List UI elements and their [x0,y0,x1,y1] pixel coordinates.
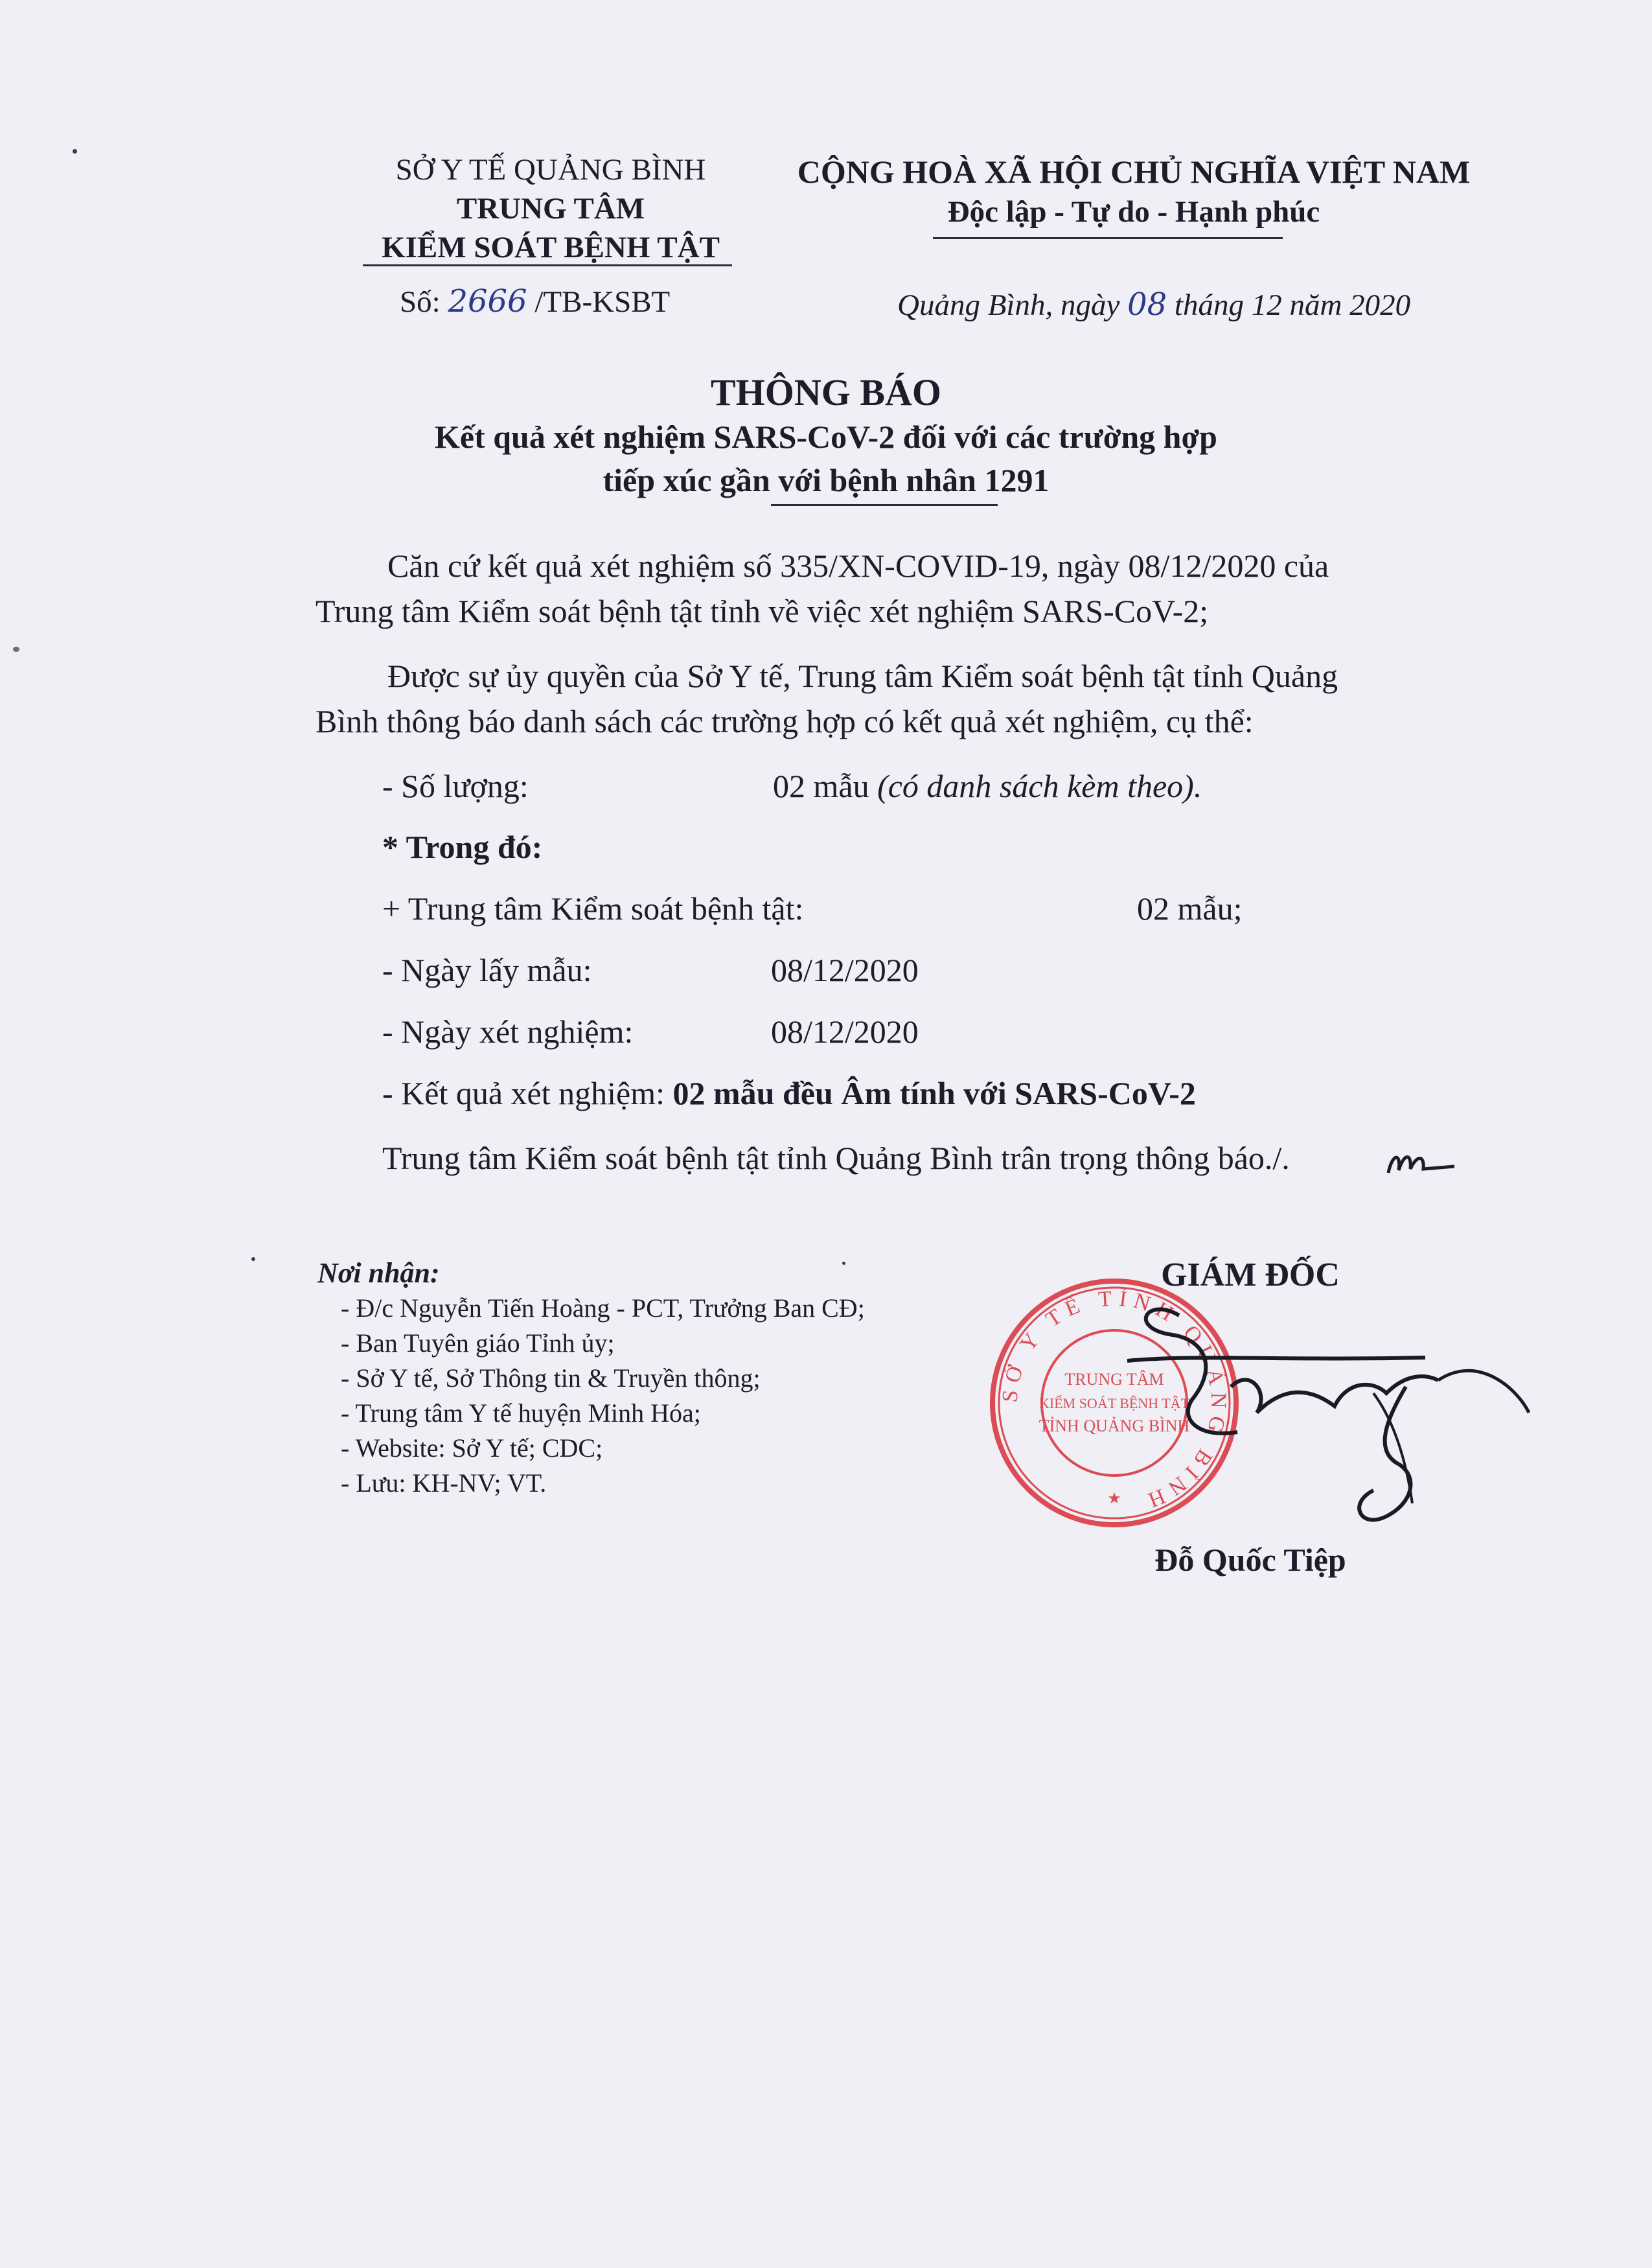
stamp-line1: TRUNG TÂM [1064,1370,1164,1389]
recipient-item: - Trung tâm Y tế huyện Minh Hóa; [341,1398,701,1428]
recipient-item: - Đ/c Nguyễn Tiến Hoàng - PCT, Trưởng Ban CĐ; [341,1293,865,1323]
signer-name: Đỗ Quốc Tiệp [1154,1542,1346,1578]
sample-date-label: - Ngày lấy mẫu: [382,952,592,988]
initials-mark [1383,1140,1461,1186]
recipients-block [317,1256,865,1501]
quantity-number: 02 mẫu [773,768,869,804]
document-title: THÔNG BÁO [710,371,942,413]
recipients-title: Nơi nhận: [317,1257,440,1289]
scan-speck [73,149,77,154]
para2-line2: Bình thông báo danh sách các trường hợp có kết quả xét nghiệm, cụ thể: [315,703,1254,739]
recipient-item: - Ban Tuyên giáo Tỉnh ủy; [341,1328,615,1358]
document-subtitle-2: tiếp xúc gần với bệnh nhân 1291 [602,462,1050,498]
number-handwritten: 2666 [448,283,527,319]
center-value: 02 mẫu; [1137,890,1243,927]
date-prefix: Quảng Bình, ngày [897,288,1120,322]
recipient-item: - Sở Y tế, Sở Thông tin & Truyền thông; [341,1363,761,1393]
stamp-line3: TỈNH QUẢNG BÌNH [1038,1417,1190,1435]
para1-line1: Căn cứ kết quả xét nghiệm số 335/XN-COVID-19, ngày 08/12/2020 của [387,548,1329,584]
test-date-label: - Ngày xét nghiệm: [382,1013,634,1050]
recipient-item: - Website: Sở Y tế; CDC; [341,1433,603,1463]
closing-line: Trung tâm Kiểm soát bệnh tật tỉnh Quảng Bình trân trọng thông báo./. [382,1140,1290,1176]
result-value: 02 mẫu đều Âm tính với SARS-CoV-2 [672,1075,1196,1111]
result-label: - Kết quả xét nghiệm: [382,1075,665,1111]
issuer-dept: SỞ Y TẾ QUẢNG BÌNH [395,153,706,187]
issuer-center-line2: KIỂM SOÁT BỆNH TẬT [382,231,720,264]
signature-scribble [1101,1290,1555,1562]
stamp-line2: KIỂM SOÁT BỆNH TẬT [1038,1395,1190,1411]
motto-underline [933,237,1283,239]
stamp-star-icon: ★ [1107,1490,1121,1507]
nation-motto: Độc lập - Tự do - Hạnh phúc [947,195,1320,229]
number-prefix: Số: [400,285,441,319]
issue-date [897,285,1410,325]
para1-line2: Trung tâm Kiểm soát bệnh tật tỉnh về việc xét nghiệm SARS-CoV-2; [315,593,1209,629]
para2-line1: Được sự ủy quyền của Sở Y tế, Trung tâm Kiểm soát bệnh tật tỉnh Quảng [387,658,1338,694]
quantity-note: (có danh sách kèm theo). [877,768,1202,804]
quantity-value [773,763,1202,809]
nation-title: CỘNG HOÀ XÃ HỘI CHỦ NGHĨA VIỆT NAM [797,154,1471,190]
issuer-block [324,150,777,267]
among-label: * Trong đó: [382,829,543,865]
document-number [400,282,670,321]
scan-speck [251,1257,255,1261]
issuer-underline [363,264,732,266]
number-suffix: /TB-KSBT [534,285,671,319]
scan-speck [842,1262,845,1265]
subtitle-underline [771,504,998,506]
stamp-ring-text: SỞ Y TẾ TỈNH QUẢNG BÌNH [998,1286,1231,1515]
sample-date-value: 08/12/2020 [771,952,919,988]
recipient-item: - Lưu: KH-NV; VT. [341,1468,547,1498]
quantity-label: - Số lượng: [382,768,529,804]
result-line [382,1070,1196,1116]
document-subtitle-1: Kết quả xét nghiệm SARS-CoV-2 đối với các trường hợp [435,419,1217,455]
test-date-value: 08/12/2020 [771,1013,919,1050]
date-day-handwritten: 08 [1127,286,1167,323]
date-suffix: tháng 12 năm 2020 [1174,288,1411,322]
center-label: + Trung tâm Kiểm soát bệnh tật: [382,890,804,927]
scan-speck [13,647,19,652]
issuer-center-line1: TRUNG TÂM [456,192,645,226]
signer-position: GIÁM ĐỐC [1161,1256,1340,1293]
